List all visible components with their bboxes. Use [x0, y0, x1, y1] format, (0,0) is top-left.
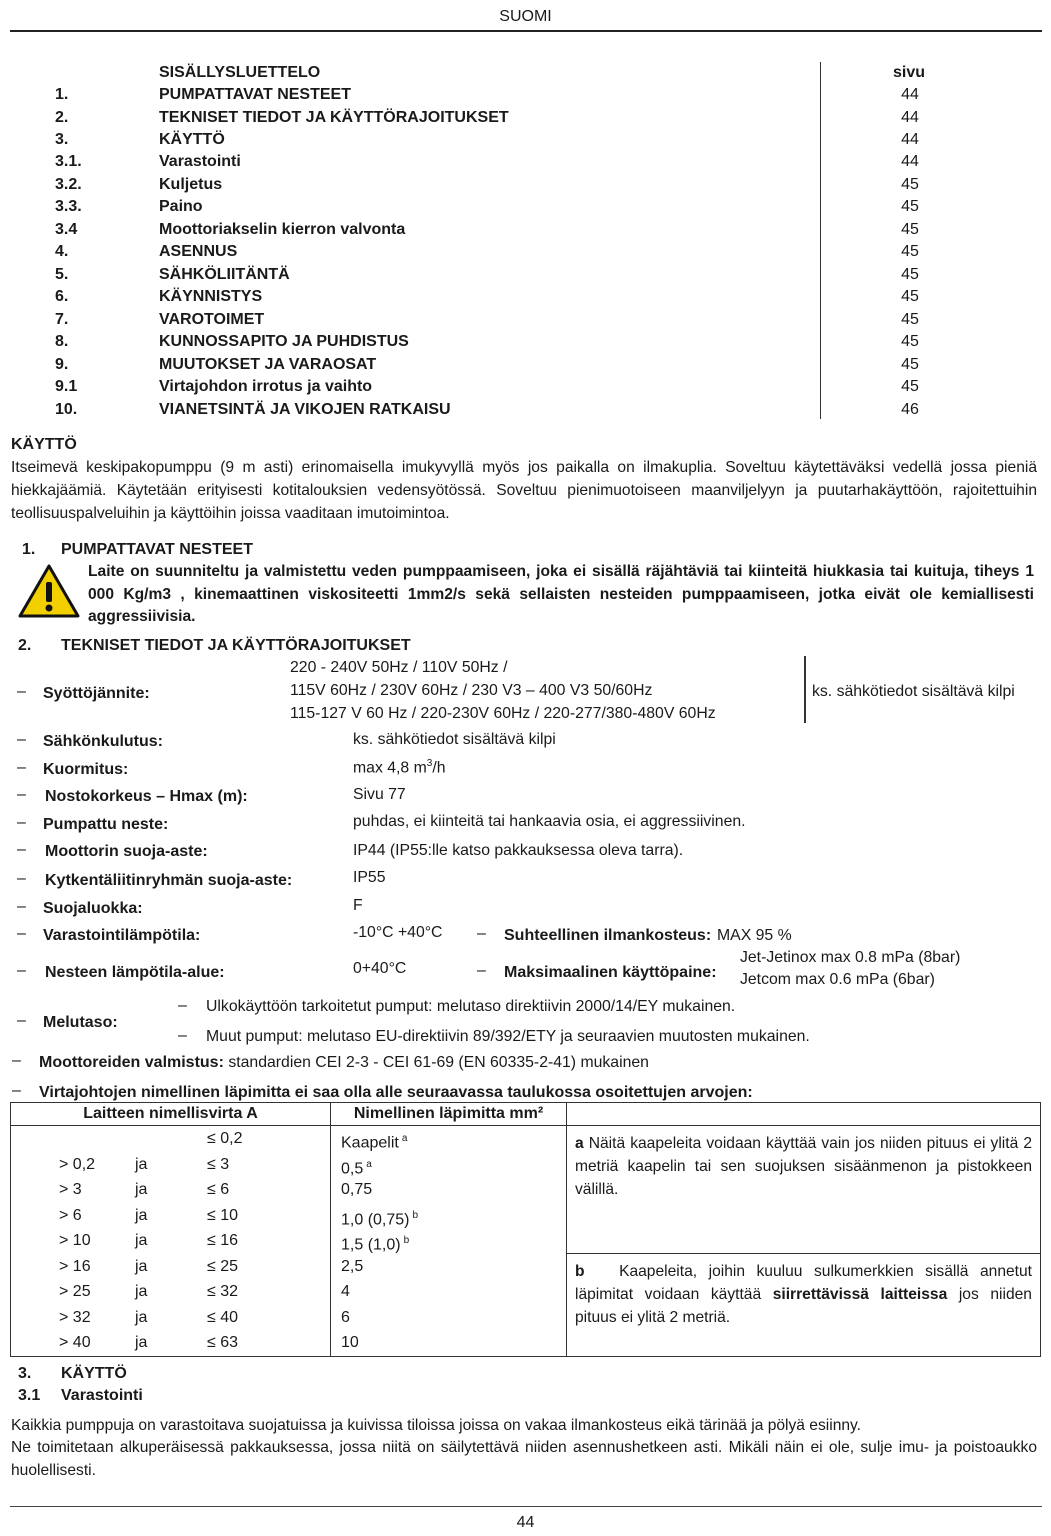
section2-number: 2.: [18, 637, 32, 654]
cable-note-a-cell: [567, 1126, 1041, 1254]
footnote-marker: a: [401, 1133, 408, 1144]
table-row: [331, 1254, 566, 1280]
toc-item-title: ASENNUS: [159, 243, 238, 260]
cables-heading: Virtajohtojen nimellinen läpimitta ei saa olla alle seuraavassa taulukossa osoitettujen arvojen:: [39, 1084, 753, 1101]
table-row: [11, 1254, 330, 1280]
toc-item-page: 44: [901, 86, 919, 103]
toc-item-title: KUNNOSSAPITO JA PUHDISTUS: [159, 333, 409, 350]
toc-item-title: PUMPATTAVAT NESTEET: [159, 86, 351, 103]
dash-marker: –: [17, 925, 26, 942]
protection-class-label: Suojaluokka:: [43, 900, 143, 917]
max-pressure-line-1: Jet-Jetinox max 0.8 mPa (8bar): [740, 949, 961, 966]
dash-marker: –: [17, 870, 26, 887]
toc-item-page: 44: [901, 131, 919, 148]
max-pressure-label: Maksimaalinen käyttöpaine:: [504, 964, 717, 981]
current-lower-bound: > 0,2: [59, 1155, 96, 1173]
section3-text-2: Ne toimitetaan alkuperäisessä pakkauksessa, jossa niitä on säilytettävä niiden asennushetkeen asti. Mikäli näin ei ole, sulje imu- ja poistoaukko huolellisesti.: [11, 1439, 1037, 1479]
voltage-note: ks. sähkötiedot sisältävä kilpi: [812, 683, 1015, 700]
dash-marker: –: [17, 898, 26, 915]
noise-line-2: Muut pumput: melutaso EU-direktiivin 89/392/ETY ja seuraavien muutosten mukainen.: [206, 1028, 810, 1045]
intro-text: Itseimevä keskipakopumppu (9 m asti) erinomaisella imukyvyllä myös jos paikalla on ilmakuplia. Soveltuu käytettäväksi vedellä jossa pieniä hiekkajäämiä. Käytetään erityisesti kotitalouksien vedensyötössä. Soveltuu pienimuotoiseen maanviljelyyn ja puutarhakäyttöön, rajoitettuihin teollisuuspalveluihin ja käyttöihin joissa vaaditaan imutoimintoa.: [11, 459, 1037, 522]
cable-table-header-current: Laitteen nimellisvirta A: [11, 1103, 331, 1126]
section3-1-title: Varastointi: [61, 1387, 143, 1404]
conjunction: ja: [135, 1308, 148, 1326]
liquid-temp-label: Nesteen lämpötila-alue:: [45, 964, 225, 981]
toc-item-page: 45: [901, 333, 919, 350]
storage-temp-value: -10°C +40°C: [353, 924, 443, 941]
cable-table: [10, 1102, 1041, 1357]
noise-label: Melutaso:: [43, 1014, 118, 1031]
table-row: [331, 1228, 566, 1254]
toc-page-column-header: sivu: [893, 64, 926, 81]
table-row: [11, 1203, 330, 1229]
dash-marker: –: [17, 841, 26, 858]
toc-item-number: 10.: [55, 401, 78, 418]
diameter-value: 2,5: [341, 1257, 364, 1275]
table-row: [331, 1177, 566, 1203]
conjunction: ja: [135, 1206, 148, 1224]
toc-item-number: 9.1: [55, 378, 78, 395]
toc-item-title: Kuljetus: [159, 176, 223, 193]
dash-marker: –: [17, 683, 26, 700]
table-row: [331, 1203, 566, 1229]
diameter-value: 6: [341, 1308, 350, 1326]
conjunction: ja: [135, 1257, 148, 1275]
current-upper-bound: ≤ 6: [207, 1181, 230, 1198]
storage-temp-label: Varastointilämpötila:: [43, 927, 201, 944]
diameter-value: Kaapelit: [341, 1134, 399, 1152]
terminal-protection-label: Kytkentäliitinryhmän suoja-aste:: [45, 872, 293, 889]
intro-heading: KÄYTTÖ: [11, 436, 77, 453]
current-lower-bound: > 16: [59, 1257, 91, 1275]
motor-protection-label: Moottorin suoja-aste:: [45, 843, 208, 860]
toc-item-number: 2.: [55, 109, 69, 126]
toc-item-number: 3.1.: [55, 153, 82, 170]
current-lower-bound: > 40: [59, 1334, 91, 1351]
toc-item-title: VIANETSINTÄ JA VIKOJEN RATKAISU: [159, 401, 451, 418]
max-pressure-line-2: Jetcom max 0.6 mPa (6bar): [740, 971, 935, 988]
conjunction: ja: [135, 1181, 148, 1198]
table-row: [11, 1330, 330, 1356]
table-row: [331, 1279, 566, 1305]
toc-item-page: 45: [901, 221, 919, 238]
table-row: [11, 1152, 330, 1178]
section2-title: TEKNISET TIEDOT JA KÄYTTÖRAJOITUKSET: [61, 637, 411, 654]
voltage-line-2: 115V 60Hz / 230V 60Hz / 230 V3 – 400 V3 50/60Hz: [290, 682, 653, 699]
toc-item-page: 44: [901, 109, 919, 126]
toc-item-number: 3.3.: [55, 198, 82, 215]
toc-item-title: TEKNISET TIEDOT JA KÄYTTÖRAJOITUKSET: [159, 109, 509, 126]
cable-note-b: b Kaapeleita, joihin kuuluu sulkumerkkien sisällä annetut läpimitat voidaan käyttää siirrettävissä laitteissa jos niiden pituus ei ylitä 2 metriä.: [575, 1263, 1033, 1327]
footer-rule: [10, 1506, 1042, 1507]
toc-item-title: MUUTOKSET JA VARAOSAT: [159, 356, 377, 373]
power-label: Sähkönkulutus:: [43, 733, 164, 750]
toc-divider: [820, 62, 821, 419]
dash-marker: –: [12, 1052, 21, 1069]
table-row: [331, 1330, 566, 1356]
dash-marker: –: [17, 814, 26, 831]
toc-item-number: 3.4: [55, 221, 78, 238]
humidity-value: MAX 95 %: [717, 927, 792, 944]
section3-1-number: 3.1: [18, 1387, 41, 1404]
voltage-line-1: 220 - 240V 50Hz / 110V 50Hz /: [290, 659, 508, 676]
table-row: [331, 1305, 566, 1331]
toc-item-page: 45: [901, 378, 919, 395]
toc-title: SISÄLLYSLUETTELO: [159, 64, 321, 81]
toc-item-title: Varastointi: [159, 153, 241, 170]
toc-item-number: 1.: [55, 86, 69, 103]
toc-item-title: VAROTOIMET: [159, 311, 265, 328]
toc-item-title: Paino: [159, 198, 203, 215]
toc-item-title: Moottoriakselin kierron valvonta: [159, 221, 406, 238]
motor-protection-value: IP44 (IP55:lle katso pakkauksessa oleva tarra).: [353, 842, 684, 859]
liquid-temp-value: 0+40°C: [353, 960, 407, 977]
cable-table-header-diameter: Nimellinen läpimitta mm²: [331, 1103, 567, 1126]
toc-item-number: 3.: [55, 131, 69, 148]
power-value: ks. sähkötiedot sisältävä kilpi: [353, 731, 556, 748]
cable-table-current-column: [11, 1126, 331, 1357]
diameter-value: 0,5: [341, 1159, 364, 1177]
header-rule: [10, 30, 1042, 32]
footnote-marker: b: [412, 1209, 419, 1221]
dash-marker: –: [17, 731, 26, 748]
toc-item-title: SÄHKÖLIITÄNTÄ: [159, 266, 290, 283]
conjunction: ja: [135, 1334, 148, 1351]
motors-line: Moottoreiden valmistus: standardien CEI 2-3 - CEI 61-69 (EN 60335-2-41) mukainen: [39, 1054, 649, 1071]
head-value: Sivu 77: [353, 786, 406, 803]
dash-marker: –: [17, 962, 26, 979]
cable-note-b-cell: [567, 1254, 1041, 1356]
table-row: [11, 1126, 330, 1152]
cable-note-a: a Näitä kaapeleita voidaan käyttää vain jos niiden pituus ei ylitä 2 metriä kaapelin tai sen suojuksen sisäänmenon ja pistokkeen välillä.: [575, 1135, 1032, 1198]
section1-title: PUMPATTAVAT NESTEET: [61, 541, 253, 558]
toc-item-page: 45: [901, 176, 919, 193]
toc-item-page: 44: [901, 153, 919, 170]
cable-table-header-empty: [567, 1103, 1041, 1126]
table-row: [11, 1177, 330, 1203]
toc-item-title: KÄYTTÖ: [159, 131, 225, 148]
footnote-marker: b: [403, 1235, 410, 1246]
table-row: [11, 1305, 330, 1331]
humidity-label: Suhteellinen ilmankosteus:: [504, 927, 712, 944]
current-upper-bound: ≤ 3: [207, 1155, 230, 1173]
footnote-marker: a: [366, 1158, 372, 1170]
load-label: Kuormitus:: [43, 761, 129, 778]
diameter-value: 1,0 (0,75): [341, 1210, 410, 1228]
section3-number: 3.: [18, 1365, 32, 1382]
terminal-protection-value: IP55: [353, 869, 386, 886]
liquid-value: puhdas, ei kiinteitä tai hankaavia osia, ei aggressiivinen.: [353, 813, 746, 830]
toc-item-page: 45: [901, 266, 919, 283]
toc-item-title: KÄYNNISTYS: [159, 288, 263, 305]
table-row: [331, 1126, 566, 1152]
load-value: max 4,8 $m^3/h$: [353, 758, 446, 777]
current-upper-bound: ≤ 10: [207, 1206, 239, 1224]
voltage-line-3: 115-127 V 60 Hz / 220-230V 60Hz / 220-277/380-480V 60Hz: [290, 705, 716, 722]
liquid-label: Pumpattu neste:: [43, 816, 169, 833]
dash-marker: –: [17, 786, 26, 803]
section1-number: 1.: [22, 541, 36, 558]
section1-warning-text: Laite on suunniteltu ja valmistettu veden pumppaamiseen, joka ei sisällä räjähtäviä tai kiinteitä hiukkasia tai kuituja, tiheys 1 000 Kg/m3 , kinemaattinen viskositeetti 1mm2/s sekä sellaisten nesteiden pumppaamiseen, jotka eivät ole kemiallisesti aggressiivisia.: [88, 563, 1034, 625]
toc-item-page: 46: [901, 401, 919, 418]
toc-item-number: 9.: [55, 356, 69, 373]
dash-marker: –: [477, 925, 486, 942]
toc-item-number: 6.: [55, 288, 69, 305]
current-upper-bound: ≤ 63: [207, 1334, 239, 1351]
dash-marker: –: [12, 1082, 21, 1099]
cable-table-diameter-column: [331, 1126, 567, 1357]
toc-item-number: 8.: [55, 333, 69, 350]
page-header-language: SUOMI: [499, 8, 552, 25]
current-lower-bound: > 3: [59, 1181, 82, 1198]
current-lower-bound: > 10: [59, 1232, 91, 1249]
protection-class-value: F: [353, 897, 363, 914]
toc-item-title: Virtajohdon irrotus ja vaihto: [159, 378, 373, 395]
toc-item-number: 7.: [55, 311, 69, 328]
page-number: 44: [516, 1514, 535, 1531]
section3-text-1: Kaikkia pumppuja on varastoitava suojatuissa ja kuivissa tiloissa joissa on vakaa ilmankosteus eikä tärinää ja pölyä esiinny.: [11, 1417, 862, 1434]
diameter-value: 0,75: [341, 1181, 373, 1198]
toc-item-page: 45: [901, 356, 919, 373]
head-label: Nostokorkeus – Hmax (m):: [45, 788, 248, 805]
toc-item-page: 45: [901, 243, 919, 260]
diameter-value: 10: [341, 1334, 359, 1351]
diameter-value: 1,5 (1,0): [341, 1236, 401, 1254]
section3-title: KÄYTTÖ: [61, 1365, 127, 1382]
table-row: [11, 1228, 330, 1254]
current-upper-bound: ≤ 25: [207, 1257, 239, 1275]
current-upper-bound: ≤ 0,2: [207, 1130, 243, 1147]
current-upper-bound: ≤ 16: [207, 1232, 239, 1249]
conjunction: ja: [135, 1232, 148, 1249]
voltage-divider: [804, 656, 806, 723]
current-upper-bound: ≤ 32: [207, 1283, 239, 1300]
noise-line-1: Ulkokäyttöön tarkoitetut pumput: melutaso direktiivin 2000/14/EY mukainen.: [206, 998, 736, 1015]
table-row: [11, 1279, 330, 1305]
warning-icon: [18, 563, 80, 619]
table-row: [331, 1152, 566, 1178]
conjunction: ja: [135, 1283, 148, 1300]
current-upper-bound: ≤ 40: [207, 1308, 239, 1326]
toc-item-page: 45: [901, 288, 919, 305]
toc-item-number: 4.: [55, 243, 69, 260]
dash-marker: –: [17, 759, 26, 776]
dash-marker: –: [17, 1012, 26, 1029]
toc-item-page: 45: [901, 198, 919, 215]
toc-item-number: 3.2.: [55, 176, 82, 193]
toc-item-number: 5.: [55, 266, 69, 283]
toc-item-page: 45: [901, 311, 919, 328]
current-lower-bound: > 6: [59, 1206, 82, 1224]
voltage-label: Syöttöjännite:: [43, 685, 150, 702]
dash-marker: –: [477, 962, 486, 979]
conjunction: ja: [135, 1155, 148, 1173]
current-lower-bound: > 25: [59, 1283, 91, 1300]
diameter-value: 4: [341, 1283, 350, 1300]
dash-marker: –: [178, 1027, 187, 1044]
current-lower-bound: > 32: [59, 1308, 91, 1326]
dash-marker: –: [178, 997, 187, 1014]
